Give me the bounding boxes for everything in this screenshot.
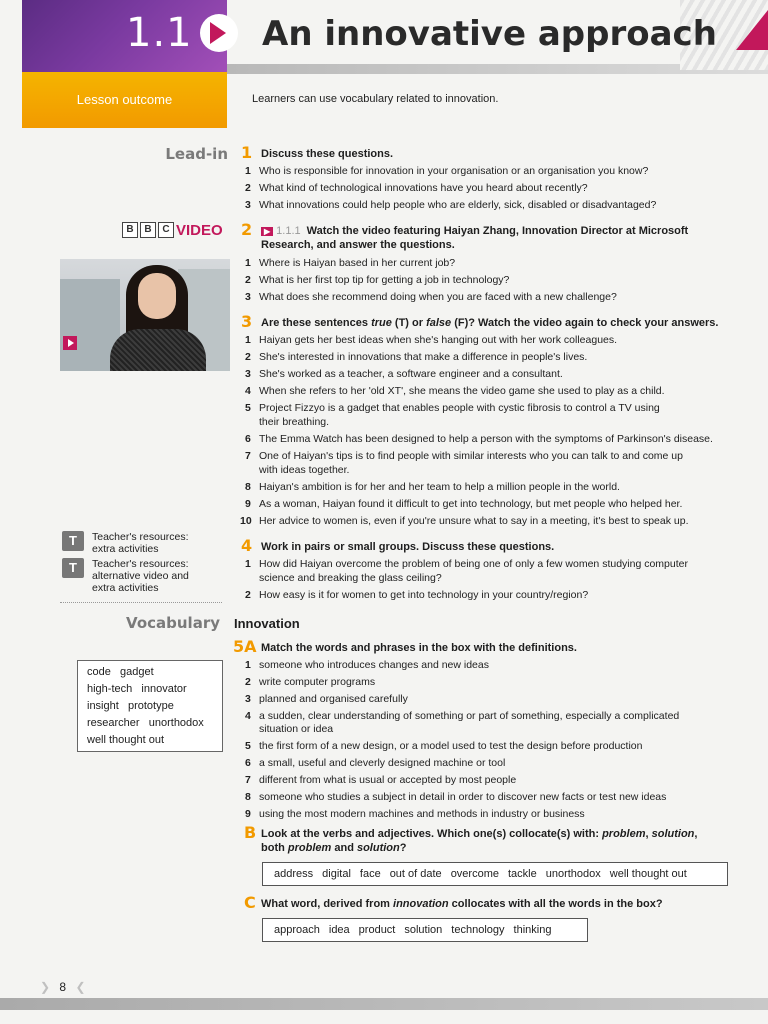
instruction-text: Are these sentences (261, 317, 372, 329)
teacher-icon: T (62, 531, 84, 551)
exercise-instruction: Discuss these questions. (261, 148, 394, 160)
exercise-instruction (261, 898, 663, 910)
item-number: 8 (245, 791, 251, 803)
instruction-text: collocates with all the words in the box? (448, 898, 663, 910)
play-icon[interactable] (63, 336, 77, 350)
box-word: approach (274, 924, 320, 936)
item-text: Where is Haiyan based in her current job? (259, 257, 456, 269)
vocabulary-word-box (77, 660, 223, 752)
list-item (245, 791, 666, 803)
list-item (245, 351, 587, 363)
item-number: 5 (245, 740, 251, 752)
instruction-innovation: innovation (393, 898, 449, 910)
exercise-number: 2 (241, 220, 253, 239)
list-item-continued: science and breaking the glass ceiling? (259, 572, 442, 584)
box-word: unorthodox (545, 868, 601, 880)
teacher-resources-line: extra activities (92, 543, 159, 555)
list-item (245, 498, 682, 510)
item-number: 6 (245, 433, 251, 445)
exercise-instruction (261, 828, 697, 840)
vocab-box-line: code gadget (87, 666, 154, 678)
exercise-instruction (261, 225, 688, 237)
box-word: digital (322, 868, 351, 880)
instruction-text: , (645, 828, 652, 840)
instruction-solution: solution (356, 842, 400, 854)
item-text: What innovations could help people who are elderly, sick, disabled or disadvantaged? (259, 199, 657, 211)
item-number: 1 (245, 334, 251, 346)
list-item (245, 757, 505, 769)
exercise-number: 5A (233, 637, 257, 656)
list-item (245, 274, 509, 286)
bbc-logo-letter: C (158, 222, 174, 238)
exercise-number: 4 (241, 536, 253, 555)
instruction-text: Look at the verbs and adjectives. Which one(s) collocate(s) with: (261, 828, 603, 840)
vocab-box-line: high-tech innovator (87, 683, 187, 695)
item-number: 5 (245, 402, 251, 414)
bbc-logo-letter: B (122, 222, 138, 238)
list-item-continued: their breathing. (259, 416, 330, 428)
list-item-continued: with ideas together. (259, 464, 350, 476)
item-number: 1 (245, 558, 251, 570)
list-item (245, 740, 642, 752)
list-item (245, 402, 660, 414)
instruction-text: both (261, 842, 288, 854)
instruction-true: true (371, 317, 392, 329)
item-number: 2 (245, 351, 251, 363)
chevron-left-icon: ❮ (75, 980, 86, 994)
list-item (245, 676, 375, 688)
bbc-logo-letter: B (140, 222, 156, 238)
box-word: thinking (513, 924, 552, 936)
item-text: What is her first top tip for getting a job in technology? (259, 274, 510, 286)
exercise-number: C (244, 893, 256, 912)
list-item (245, 291, 617, 303)
box-word: overcome (450, 868, 499, 880)
page-number-value: 8 (59, 980, 67, 994)
video-code: 1.1.1 (276, 225, 301, 237)
item-number: 2 (245, 676, 251, 688)
item-number: 4 (245, 385, 251, 397)
vocab-box-line: well thought out (87, 734, 165, 746)
item-number: 7 (245, 450, 251, 462)
exercise-instruction (261, 317, 718, 329)
item-text: different from what is usual or accepted by most people (259, 774, 517, 786)
teacher-resources-text (92, 531, 189, 555)
item-text: someone who introduces changes and new ideas (259, 659, 489, 671)
item-number: 8 (245, 481, 251, 493)
instruction-false: false (426, 317, 452, 329)
teacher-resources-line: Teacher's resources: (92, 531, 189, 543)
item-number: 1 (245, 659, 251, 671)
list-item (245, 257, 455, 269)
item-text: What does she recommend doing when you are faced with a new challenge? (259, 291, 617, 303)
lead-in-label: Lead-in (165, 145, 228, 163)
item-text: Project Fizzyo is a gadget that enables people with cystic fibrosis to control a TV using (259, 402, 660, 414)
item-number: 2 (245, 274, 251, 286)
teacher-resources-line: extra activities (92, 582, 159, 594)
page-title: An innovative approach (262, 14, 717, 54)
item-text: write computer programs (259, 676, 376, 688)
box-word: address (274, 868, 314, 880)
item-number: 2 (245, 182, 251, 194)
list-item (245, 808, 585, 820)
thumbnail-person-body (110, 329, 206, 371)
list-item (245, 710, 679, 722)
item-text: Who is responsible for innovation in your organisation or an organisation you know? (259, 165, 649, 177)
box-word: well thought out (609, 868, 687, 880)
list-item (245, 368, 563, 380)
item-number: 2 (245, 589, 251, 601)
vocabulary-label: Vocabulary (126, 614, 220, 632)
exercise-number: B (244, 823, 257, 842)
bbc-logo (122, 222, 174, 238)
item-number: 9 (245, 808, 251, 820)
instruction-text: ? (399, 842, 407, 854)
list-item (245, 334, 617, 346)
instruction-problem: problem (287, 842, 332, 854)
list-item (245, 165, 648, 177)
instruction-problem: problem (602, 828, 646, 840)
item-number: 6 (245, 757, 251, 769)
list-item (245, 433, 713, 445)
item-number: 10 (240, 515, 252, 527)
lesson-outcome-text: Learners can use vocabulary related to innovation. (252, 93, 499, 105)
exercise-instruction-line2 (261, 842, 406, 854)
header-corner-decoration (736, 10, 768, 50)
instruction-text: (F)? Watch the video again to check your answers. (451, 317, 719, 329)
teacher-resources-line: alternative video and (92, 570, 189, 582)
item-number: 1 (245, 165, 251, 177)
vocab-box-line: researcher unorthodox (87, 717, 204, 729)
lesson-outcome-label: Lesson outcome (76, 92, 173, 107)
item-text: One of Haiyan's tips is to find people with similar interests who you can talk to and come up (259, 450, 683, 462)
item-text: She's interested in innovations that make a difference in people's lives. (259, 351, 588, 363)
chevron-right-icon: ❯ (40, 980, 51, 994)
item-text: Haiyan's ambition is for her and her team to help a million people in the world. (259, 481, 620, 493)
item-text: a small, useful and cleverly designed machine or tool (259, 757, 506, 769)
instruction-text: Watch the video featuring Haiyan Zhang, Innovation Director at Microsoft (306, 225, 689, 237)
video-label: VIDEO (176, 222, 223, 239)
item-number: 9 (245, 498, 251, 510)
list-item (245, 481, 620, 493)
teacher-resources-text (92, 558, 189, 594)
unit-number: 1.1 (126, 10, 193, 56)
collocation-word-box (262, 862, 728, 886)
item-number: 7 (245, 774, 251, 786)
page-number (40, 980, 86, 994)
header-purple-block (22, 0, 227, 72)
box-word: idea (328, 924, 350, 936)
instruction-text: (T) or (391, 317, 427, 329)
dotted-divider (60, 602, 222, 603)
teacher-resources-alternative[interactable] (62, 558, 189, 594)
box-word: face (359, 868, 381, 880)
instruction-text: What word, derived from (261, 898, 394, 910)
box-word: tackle (507, 868, 537, 880)
item-number: 1 (245, 257, 251, 269)
item-text: Her advice to women is, even if you're unsure what to say in a meeting, it's best to speak up. (259, 515, 689, 527)
list-item (245, 450, 683, 462)
item-number: 3 (245, 291, 251, 303)
teacher-resources-extra[interactable] (62, 531, 189, 555)
video-thumbnail[interactable] (60, 259, 230, 371)
teacher-resources-line: Teacher's resources: (92, 558, 189, 570)
item-text: How did Haiyan overcome the problem of being one of only a few women studying computer (259, 558, 688, 570)
list-item (245, 182, 588, 194)
item-text: How easy is it for women to get into technology in your country/region? (259, 589, 589, 601)
exercise-instruction: Work in pairs or small groups. Discuss these questions. (261, 541, 555, 553)
item-number: 3 (245, 199, 251, 211)
list-item-continued: situation or idea (259, 723, 334, 735)
exercise-instruction: Match the words and phrases in the box with the definitions. (261, 642, 577, 654)
list-item (245, 659, 489, 671)
list-item (245, 385, 665, 397)
item-text: When she refers to her 'old XT', she means the video game she used to play as a child. (259, 385, 665, 397)
vocabulary-section-title: Innovation (234, 616, 300, 631)
list-item (240, 515, 688, 527)
item-text: using the most modern machines and methods in industry or business (259, 808, 585, 820)
list-item (245, 199, 656, 211)
list-item (245, 589, 588, 601)
exercise-number: 1 (241, 143, 253, 162)
box-word: out of date (389, 868, 442, 880)
teacher-icon: T (62, 558, 84, 578)
item-text: the first form of a new design, or a model used to test the design before production (259, 740, 643, 752)
list-item (245, 693, 408, 705)
box-word: technology (451, 924, 505, 936)
thumbnail-person-face (138, 273, 176, 319)
list-item (245, 774, 516, 786)
item-text: planned and organised carefully (259, 693, 408, 705)
item-number: 4 (245, 710, 251, 722)
item-number: 3 (245, 368, 251, 380)
box-word: solution (404, 924, 443, 936)
exercise-instruction-line2: Research, and answer the questions. (261, 239, 455, 251)
video-play-icon[interactable]: ▶ (261, 227, 273, 236)
item-text: The Emma Watch has been designed to help a person with the symptoms of Parkinson's disease. (259, 433, 713, 445)
instruction-text: and (331, 842, 357, 854)
footer-bar (0, 998, 768, 1010)
derived-word-box (262, 918, 588, 942)
vocab-box-line: insight prototype (87, 700, 174, 712)
item-text: As a woman, Haiyan found it difficult to get into technology, but met people who helped her. (259, 498, 683, 510)
arrow-right-icon (200, 14, 238, 52)
item-number: 3 (245, 693, 251, 705)
item-text: a sudden, clear understanding of something or part of something, especially a complicated (259, 710, 680, 722)
exercise-number: 3 (241, 312, 253, 331)
instruction-text: , (694, 828, 698, 840)
item-text: She's worked as a teacher, a software engineer and a consultant. (259, 368, 563, 380)
list-item (245, 558, 688, 570)
item-text: Haiyan gets her best ideas when she's hanging out with her work colleagues. (259, 334, 618, 346)
instruction-solution: solution (651, 828, 695, 840)
item-text: What kind of technological innovations have you heard about recently? (259, 182, 588, 194)
box-word: product (358, 924, 396, 936)
item-text: someone who studies a subject in detail in order to discover new facts or test new ideas (259, 791, 667, 803)
